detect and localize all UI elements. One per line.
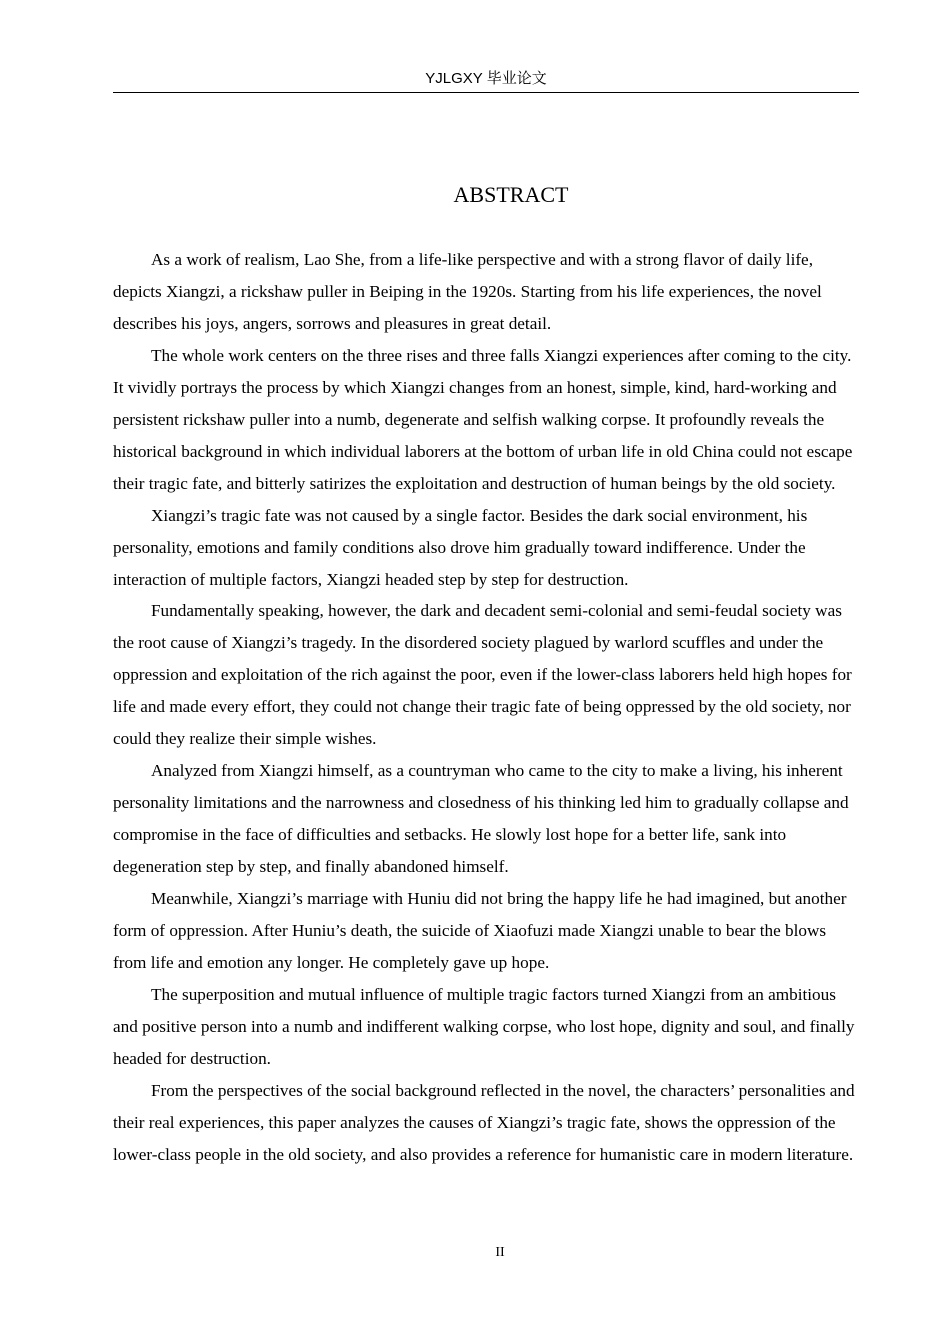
abstract-paragraph: Meanwhile, Xiangzi’s marriage with Huniu did not bring the happy life he had imagined, but another form of oppression. After Huniu’s death, the suicide of Xiaofuzi made Xiangzi unable to bear the blows from life and emotion any longer. He completely gave up hope. (113, 889, 847, 972)
abstract-paragraph: Xiangzi’s tragic fate was not caused by a single factor. Besides the dark social environment, his personality, emotions and family conditions also drove him gradually toward indifference. Under the interaction of multiple factors, Xiangzi headed step by step for destruction. (113, 505, 808, 589)
abstract-paragraph: As a work of realism, Lao She, from a life-like perspective and with a strong flavor of daily life, depicts Xiangzi, a rickshaw puller in Beiping in the 1920s. Starting from his life experiences, the novel describes his joys, angers, sorrows and pleasures in great detail. (113, 250, 822, 333)
abstract-paragraph: Fundamentally speaking, however, the dark and decadent semi-colonial and semi-feudal society was the root cause of Xiangzi’s tragedy. In the disordered society plagued by warlord scuffles and under the oppression and exploitation of the rich against the poor, even if the lower-class laborers held high hopes for life and made every effort, they could not change their tragic fate of being oppressed by the old society, nor could they realize their simple wishes. (113, 601, 852, 749)
abstract-paragraph: From the perspectives of the social background reflected in the novel, the characters’ personalities and their real experiences, this paper analyzes the causes of Xiangzi’s tragic fate, shows the oppression of the lower-class people in the old society, and also provides a reference for humanistic care in modern literature. (113, 1080, 855, 1164)
running-header: YJLGXY 毕业论文 (113, 68, 859, 93)
page-number: II (495, 1245, 505, 1260)
abstract-body (113, 244, 863, 1171)
abstract-paragraph: Analyzed from Xiangzi himself, as a countryman who came to the city to make a living, his inherent personality limitations and the narrowness and closedness of his thinking led him to gradually collapse and compromise in the face of difficulties and setbacks. He slowly lost hope for a better life, sank into degeneration step by step, and finally abandoned himself. (113, 761, 849, 877)
abstract-paragraph: The whole work centers on the three rises and three falls Xiangzi experiences after coming to the city. It vividly portrays the process by which Xiangzi changes from an honest, simple, kind, hard-working and persistent rickshaw puller into a numb, degenerate and selfish walking corpse. It profoundly reveals the historical background in which individual laborers at the bottom of urban life in old China could not escape their tragic fate, and bitterly satirizes the exploitation and destruction of human beings by the old society. (113, 345, 853, 493)
abstract-title: ABSTRACT (453, 182, 569, 207)
abstract-paragraph: The superposition and mutual influence of multiple tragic factors turned Xiangzi from an ambitious and positive person into a numb and indifferent walking corpse, who lost hope, dignity and soul, and finally headed for destruction. (113, 984, 855, 1068)
